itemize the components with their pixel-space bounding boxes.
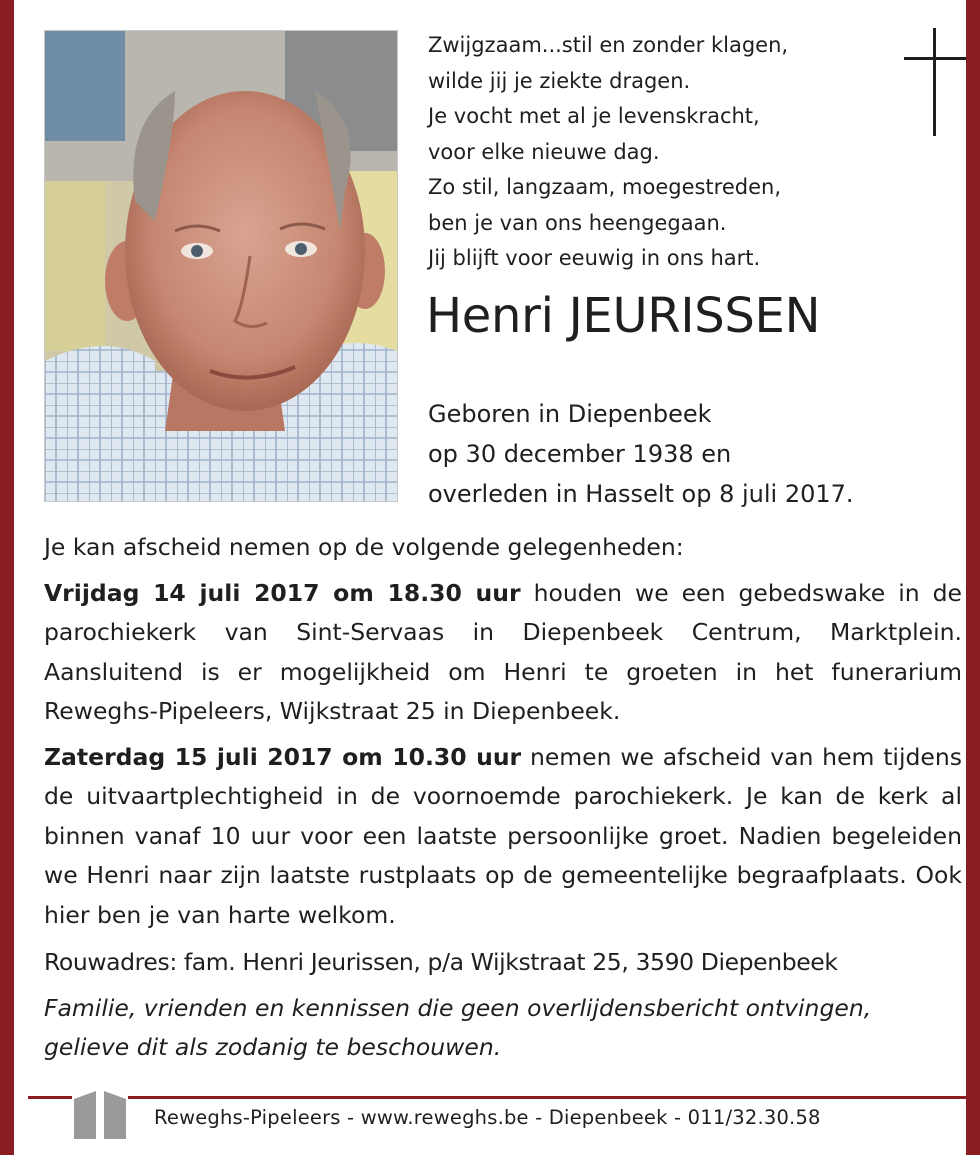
event-date: Zaterdag 15 juli 2017 om 10.30 uur (44, 742, 522, 771)
portrait-photo (44, 30, 398, 502)
poem-line: Zo stil, langzaam, moegestreden, (428, 175, 781, 199)
poem-line: wilde jij je ziekte dragen. (428, 68, 691, 93)
funeral-home-logo-icon (72, 1089, 128, 1145)
footer-divider (28, 1096, 980, 1099)
poem-line: Zwijgzaam...stil en zonder klagen, (428, 33, 789, 57)
birth-death-info (428, 394, 948, 514)
event-description: houden we een gebedswake in de parochiekerk van Sint-Servaas in Diepenbeek Centrum, Marktplein. Aansluitend is er mogelijkheid om Henri te groeten in het funerarium Reweghs-Pipeleers, Wijkstraat 25 in Diepenbeek. (44, 578, 962, 725)
main-text (44, 528, 962, 1068)
poem-line: ben je van ons heengegaan. (428, 210, 727, 235)
poem-line: Jij blijft voor eeuwig in ons hart. (428, 246, 761, 270)
notice-text: Familie, vrienden en kennissen die geen overlijdensbericht ontvingen, gelieve dit als zodanig te beschouwen. (44, 993, 872, 1061)
memorial-poem (428, 28, 868, 277)
deceased-name: Henri JEURISSEN (426, 288, 821, 344)
mourning-address: Rouwadres: fam. Henri Jeurissen, p/a Wijkstraat 25, 3590 Diepenbeek (44, 948, 838, 976)
birth-death-line: Geboren in Diepenbeek (428, 400, 712, 428)
birth-death-line: op 30 december 1938 en (428, 440, 732, 468)
event-vigil (44, 574, 962, 732)
poem-line: voor elke nieuwe dag. (428, 139, 660, 164)
footer-contact: Reweghs-Pipeleers - www.reweghs.be - Diepenbeek - 011/32.30.58 (154, 1106, 821, 1129)
birth-death-line: overleden in Hasselt op 8 juli 2017. (428, 480, 854, 508)
event-funeral (44, 738, 962, 936)
intro-text: Je kan afscheid nemen op de volgende gelegenheden: (44, 533, 684, 561)
event-description: nemen we afscheid van hem tijdens de uitvaartplechtigheid in de voornoemde parochiekerk. Je kan de kerk al binnen vanaf 10 uur voor een laatste persoonlijke groet. Nadien begeleiden we Henri naar zijn laatste rustplaats op de gemeentelijke begraafplaats. Ook hier ben je van harte welkom. (44, 742, 962, 929)
cross-icon (904, 28, 966, 142)
event-date: Vrijdag 14 juli 2017 om 18.30 uur (44, 578, 521, 607)
poem-line: Je vocht met al je levenskracht, (428, 104, 760, 128)
